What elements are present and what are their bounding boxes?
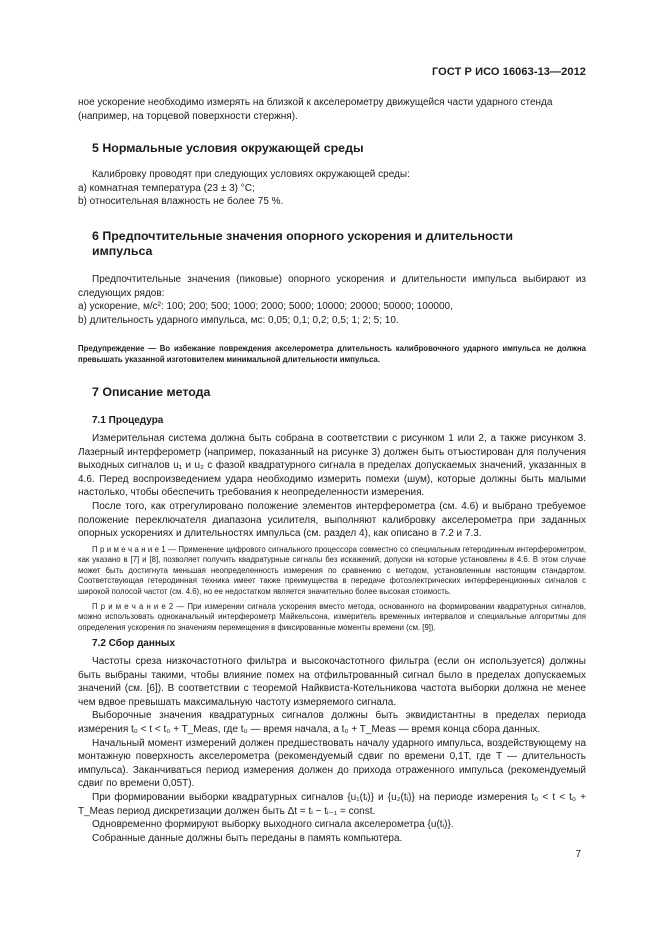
- section-5-item-a: a) комнатная температура (23 ± 3) °C;: [78, 182, 255, 194]
- section-5-item-b: b) относительная влажность не более 75 %.: [78, 196, 284, 208]
- section-7-1-title: 7.1 Процедура: [92, 415, 164, 427]
- section-7-2-paragraph-5: Одновременно формируют выборку выходного сигнала акселерометра {u(tᵢ)}.: [92, 819, 454, 831]
- section-6-warning: Предупреждение — Во избежание повреждения акселерометра длительность калибровочного ударного импульса не должна превышать указанной изготовителем минимальной длительности импульса.: [78, 344, 586, 365]
- intro-line-1: ное ускорение необходимо измерять на близкой к акселерометру движущейся части ударного стенда: [78, 97, 553, 108]
- note-1: П р и м е ч а н и е 1 — Применение цифрового сигнального процессора совместно со специальным гетеродинным интерферометром, как указано в [7] и [8], позволяет получить квадратурные сигналы без искажений, допуски на которые установлены в 4.6. В этом случае может быть достигнута меньшая неопределенность измерения по сравнению с методом, установленным настоящим стандартом. Соответствующая гетеродинная техника имеет также преимущества в передаче фотоэлектрических интерференционных сигналов с широкой полосой частот (см. 4.6), но ее недостатком является значительно более высокая стоимость.: [78, 544, 586, 597]
- section-7-2-paragraph-2: Выборочные значения квадратурных сигналов должны быть эквидистантны в пределах периода измерения t₀ < t < t₀ + T_Meas, где t₀ — время начала, а t₀ + T_Meas — время конца сбора данных.: [78, 710, 586, 735]
- section-6-lead: Предпочтительные значения (пиковые) опорного ускорения и длительности импульса выбирают из следующих рядов:: [78, 273, 586, 299]
- section-7-2-paragraph-4: При формировании выборки квадратурных сигналов {u₁(tᵢ)} и {u₂(tᵢ)} на периоде измерения t₀ < t < t₀ + T_Meas период дискретизации должен быть Δt = tᵢ − tᵢ₋₁ = const.: [78, 791, 586, 817]
- section-7-1-paragraph-1: Измерительная система должна быть собрана в соответствии с рисунком 1 или 2, а также рисунком 3. Лазерный интерферометр (например, показанный на рисунке 3) должен быть отъюстирован для получения выходных сигналов u₁ и u₂ с фазой квадратурного сигнала в пределах допускаемых значений, указанных в 4.6. Перед воспроизведением удара необходимо измерить помехи (шум), которые должны быть малыми настолько, чтобы обеспечить требования к неопределенности измерения.: [78, 432, 586, 499]
- note-2: П р и м е ч а н и е 2 — При измерении сигнала ускорения вместо метода, основанного на формировании квадратурных сигналов, можно использовать одноканальный интерферометр Майкельсона, измеритель временных интервалов и специальные алгоритмы для определения ускорения по значениям перемещения в фиксированные моменты времени (см. [9]).: [78, 601, 586, 632]
- section-5-lead: Калибровку проводят при следующих условиях окружающей среды:: [92, 169, 410, 181]
- page-number: 7: [575, 849, 581, 860]
- section-6-item-b: b) длительность ударного импульса, мс: 0,05; 0,1; 0,2; 0,5; 1; 2; 5; 10.: [78, 314, 399, 326]
- section-7-title: 7 Описание метода: [92, 385, 211, 400]
- section-7-1-paragraph-2: После того, как отрегулировано положение элементов интерферометра (см. 4.6) и выбрано требуемое положение переключателя диапазона усилителя, выполняют калибровку акселерометра при заданных опорных ускорениях и длительностях импульса (см. раздел 4), как описано в 7.2 и 7.3.: [78, 500, 586, 540]
- section-7-2-paragraph-1: Частоты среза низкочастотного фильтра и высокочастотного фильтра (если он используется) должны быть выбраны такими, чтобы влияние помех на отфильтрованный сигнал было в пределах допускаемых значений (см. [6]). В соответствии с теоремой Найквиста-Котельникова частота выборки должна не менее чем вдвое превышать максимальную частоту измеряемого сигнала.: [78, 656, 586, 708]
- section-7-2-paragraph-6: Собранные данные должны быть переданы в память компьютера.: [92, 832, 403, 844]
- section-7-2-paragraph-3: Начальный момент измерений должен предшествовать началу ударного импульса, воздействующему на монтажную поверхность акселерометра (рекомендуемый сдвиг по времени 0,1T, где T — длительность импульса). Заканчиваться период измерения должен до прихода отраженного импульса (рекомендуемый сдвиг по времени 0,05T).: [78, 737, 586, 790]
- section-5-title: 5 Нормальные условия окружающей среды: [92, 141, 364, 156]
- standard-header: ГОСТ Р ИСО 16063-13—2012: [431, 66, 586, 78]
- section-6-item-a: a) ускорение, м/с²: 100; 200; 500; 1000; 2000; 5000; 10000; 20000; 50000; 100000,: [78, 301, 453, 313]
- section-6-title-line-1: 6 Предпочтительные значения опорного ускорения и длительности: [92, 228, 514, 243]
- intro-line-2: (например, на торцевой поверхности стержня).: [78, 110, 298, 122]
- section-6-title-line-2: импульса: [92, 243, 153, 258]
- page-content: [78, 96, 586, 845]
- section-7-2-title: 7.2 Сбор данных: [92, 638, 176, 650]
